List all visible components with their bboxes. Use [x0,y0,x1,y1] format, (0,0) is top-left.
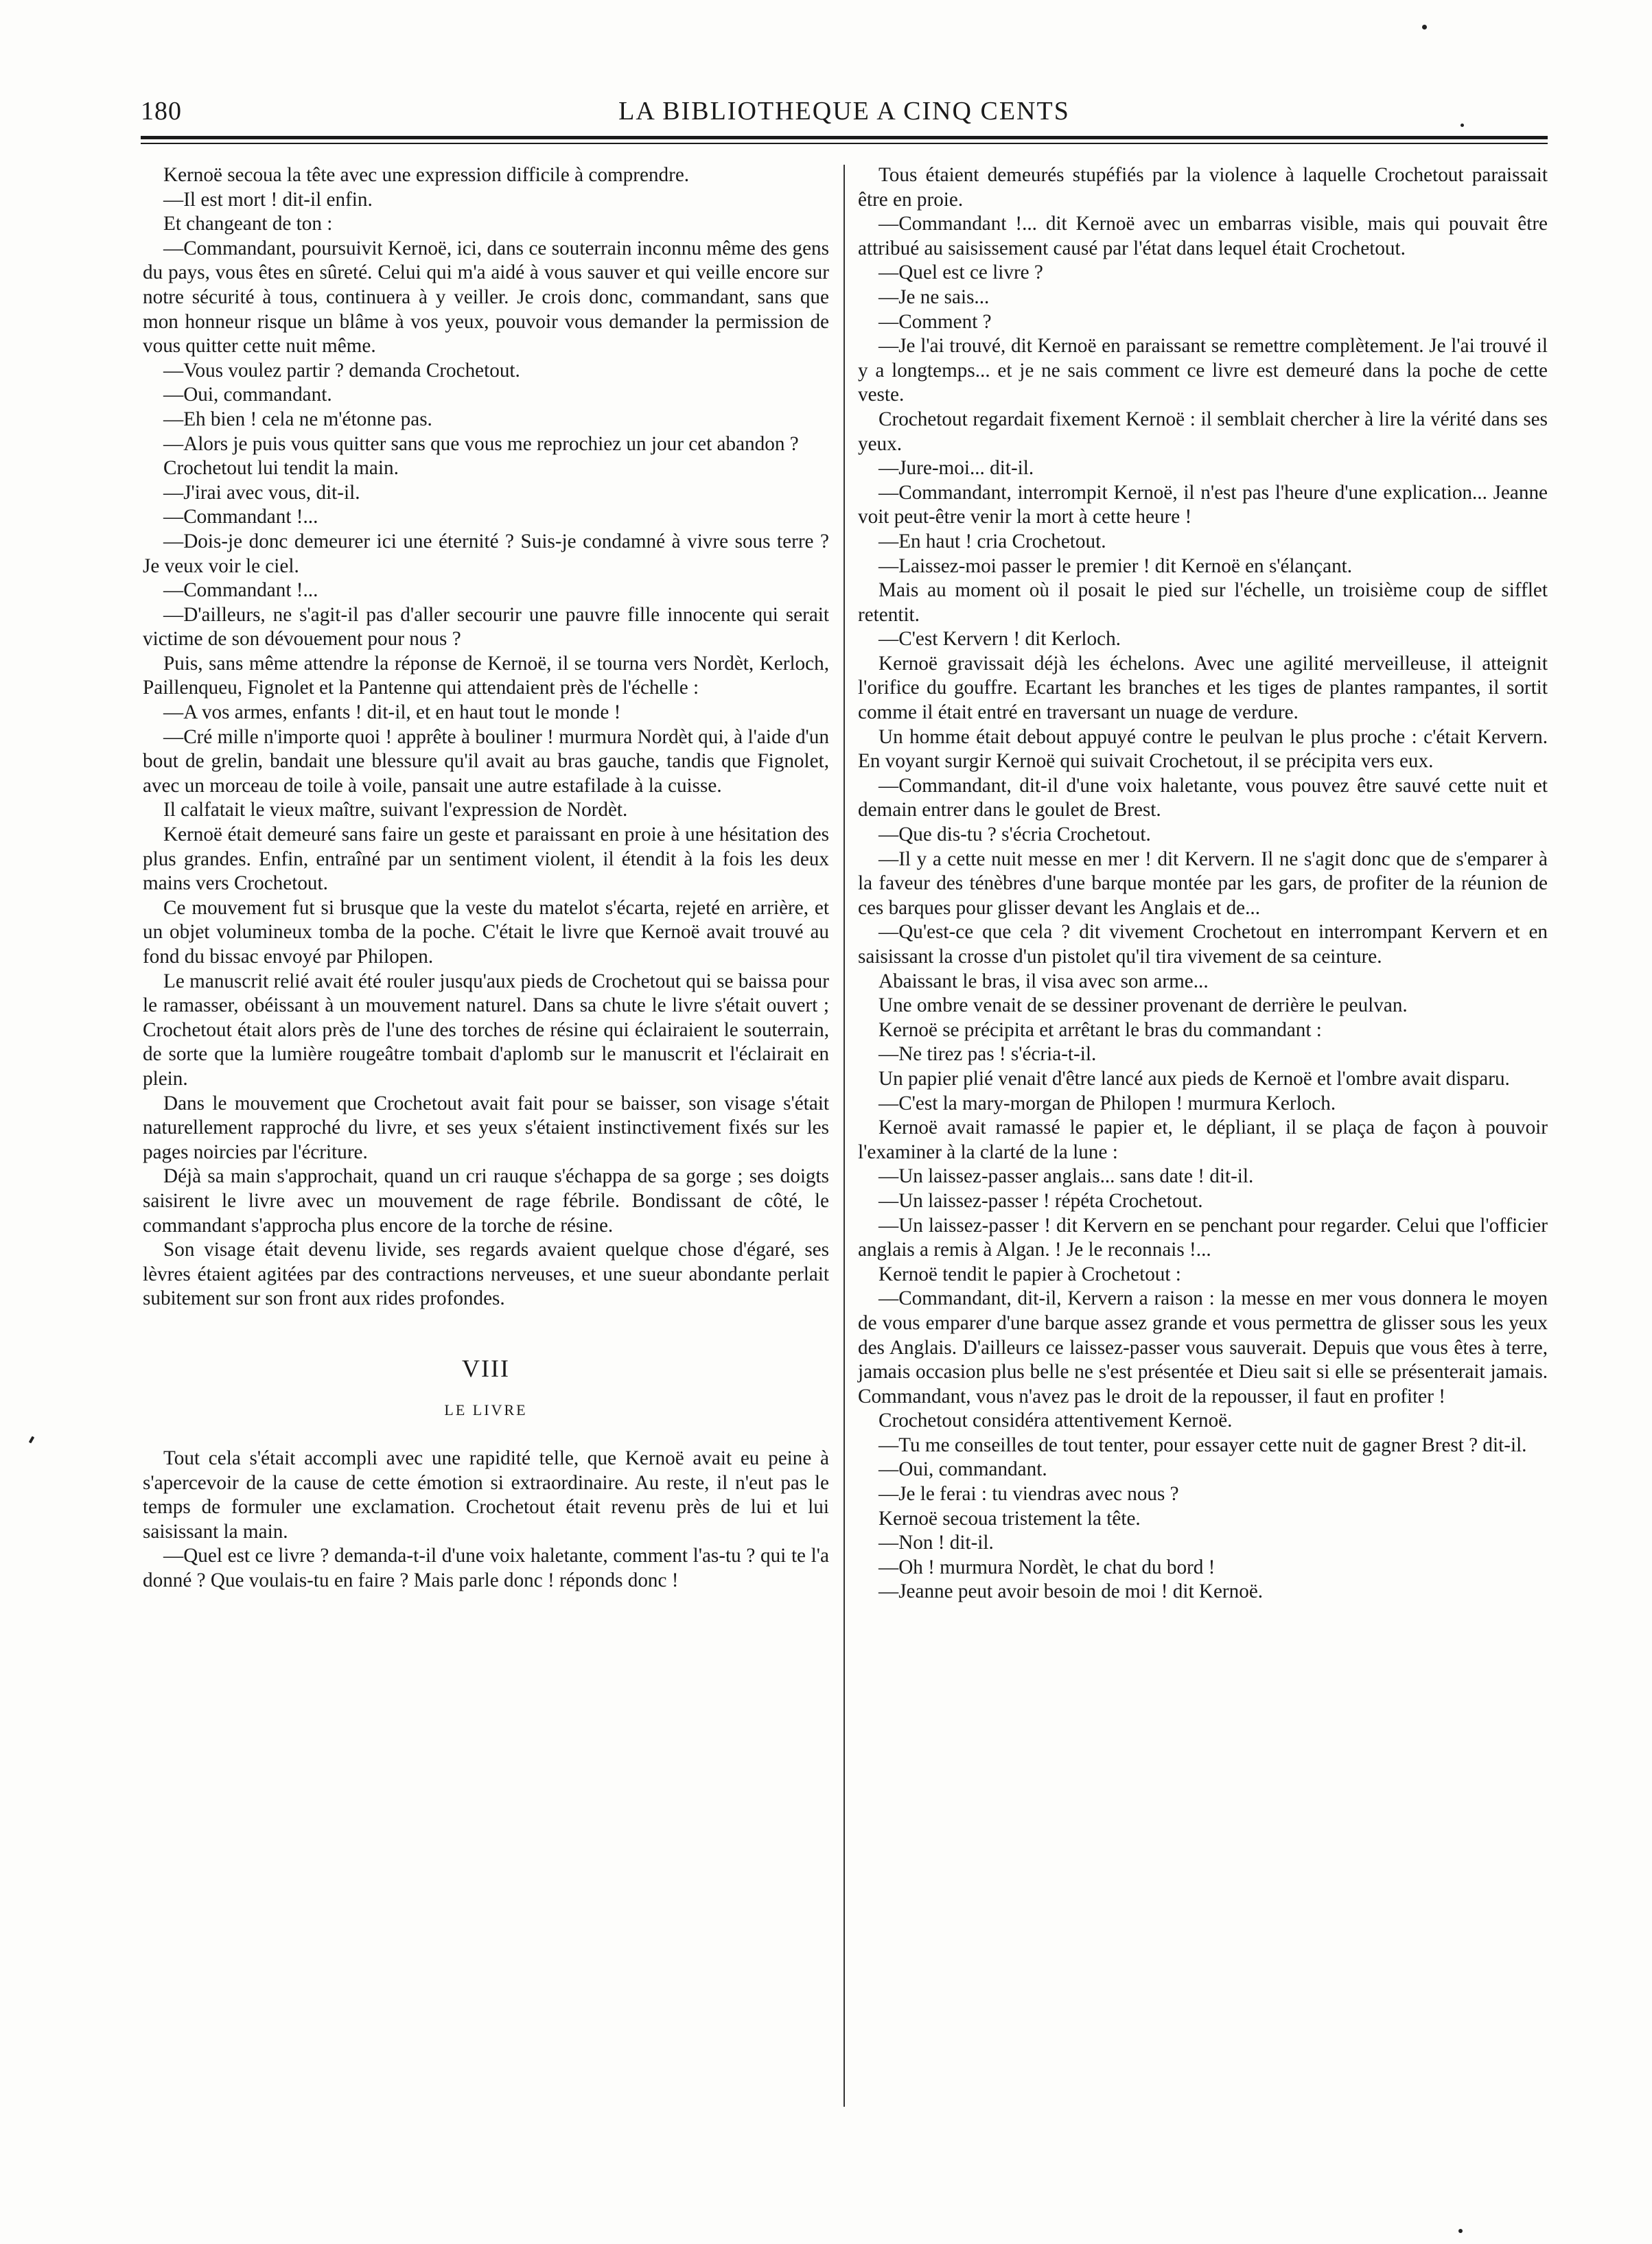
paragraph: —Commandant !... [163,579,318,602]
paragraph: Kernoë avait ramassé le papier et, le dépliant, il se plaça de façon à pouvoir l'examiner à la clarté de la lune : [858,1117,1548,1163]
paragraph: Kernoë se précipita et arrêtant le bras du commandant : [879,1018,1322,1041]
print-mark [29,1436,34,1444]
paragraph: —C'est la mary-morgan de Philopen ! murmura Kerloch. [879,1092,1336,1114]
paragraph: Kernoë secoua la tête avec une expression difficile à comprendre. [163,164,690,186]
left-column [143,163,829,1593]
paragraph: —En haut ! cria Crochetout. [879,530,1106,552]
paragraph: —Un laissez-passer anglais... sans date ! dit-il. [879,1165,1254,1188]
paragraph: —C'est Kervern ! dit Kerloch. [879,628,1121,651]
paragraph: Kernoë tendit le papier à Crochetout : [879,1263,1181,1285]
paragraph: Le manuscrit relié avait été rouler jusqu'aux pieds de Crochetout qui se baissa pour le ramasser, obéissant à un mouvement naturel. Dans sa chute le livre s'était ouvert ; Crochetout était alors près de l'une des torches de résine qui éclairaient le souterrain, de sorte que la lumière rougeâtre tombait d'aplomb sur le manuscrit et l'éclairait en plein. [143,970,829,1090]
paragraph: Mais au moment où il posait le pied sur l'échelle, un troisième coup de sifflet retentit. [858,579,1548,626]
paragraph: Abaissant le bras, il visa avec son arme... [879,970,1209,992]
paragraph: —A vos armes, enfants ! dit-il, et en haut tout le monde ! [163,701,621,724]
page-number: 180 [141,97,182,126]
paragraph: Kernoë secoua tristement la tête. [879,1507,1141,1530]
paragraph: Ce mouvement fut si brusque que la veste du matelot s'écarta, rejeté en arrière, et un objet volumineux tomba de la poche. C'était le livre que Kernoë avait trouvé au fond du bissac envoyé par Philopen. [143,896,829,968]
paragraph: —Commandant !... [163,506,318,528]
chapter-title: LE LIVRE [444,1401,528,1418]
header-rule-thick [141,136,1548,139]
paragraph: —Tu me conseilles de tout tenter, pour essayer cette nuit de gagner Brest ? dit-il. [879,1434,1527,1456]
paragraph: —Jeanne peut avoir besoin de moi ! dit Kernoë. [879,1580,1264,1603]
paragraph: Un homme était debout appuyé contre le peulvan le plus proche : c'était Kervern. En voyant surgir Kernoë qui suivait Crochetout, il se précipita vers eux. [858,725,1548,773]
paragraph: Crochetout regardait fixement Kernoë : il semblait chercher à lire la vérité dans ses yeux. [858,408,1548,455]
paragraph: —Commandant, poursuivit Kernoë, ici, dans ce souterrain inconnu même des gens du pays, vous êtes en sûreté. Celui qui m'a aidé à vous sauver et qui veille encore sur notre sécurité à tous, continuera à y veiller. Je crois donc, commandant, sans que mon honneur risque un blâme à vos yeux, pouvoir vous demander la permission de vous quitter cette nuit même. [143,237,829,358]
paragraph: —Commandant, interrompit Kernoë, il n'est pas l'heure d'une explication... Jeanne voit peut-être venir la mort à cette heure ! [858,481,1548,528]
paragraph: —Un laissez-passer ! répéta Crochetout. [879,1189,1203,1212]
paragraph: Et changeant de ton : [163,213,333,235]
paragraph: —Commandant, dit-il d'une voix haletante, vous pouvez être sauvé cette nuit et demain entrer dans le goulet de Brest. [858,774,1548,821]
paragraph: —Eh bien ! cela ne m'étonne pas. [163,408,432,430]
paragraph: Déjà sa main s'approchait, quand un cri rauque s'échappa de sa gorge ; ses doigts saisirent le livre avec un mouvement de rage fébrile. Bondissant de côté, le commandant s'approcha plus encore de la torche de résine. [143,1165,829,1237]
paragraph: Dans le mouvement que Crochetout avait fait pour se baisser, son visage s'était naturellement rapproché du livre, et ses yeux s'étaient instinctivement fixés sur les pages noircies par l'écriture. [143,1092,829,1163]
paragraph: —Non ! dit-il. [879,1532,994,1554]
paragraph: —Cré mille n'importe quoi ! apprête à bouliner ! murmura Nordèt qui, à l'aide d'un bout de grelin, bandait une blessure qu'il avait au bras gauche, tandis que Fignolet, avec un morceau de toile à voile, pansait une autre estafilade à la cuisse. [143,725,829,797]
paragraph: —J'irai avec vous, dit-il. [163,481,360,504]
paragraph: —Laissez-moi passer le premier ! dit Kernoë en s'élançant. [879,554,1353,577]
left-column-text-before-chapter [143,163,829,1311]
paragraph: —Oh ! murmura Nordèt, le chat du bord ! [879,1556,1215,1578]
paragraph: —Dois-je donc demeurer ici une éternité ? Suis-je condamné à vivre sous terre ? Je veux voir le ciel. [143,530,829,577]
paragraph: —Oui, commandant. [879,1458,1047,1481]
paragraph: —Vous voulez partir ? demanda Crochetout. [163,359,520,382]
paragraph: —Je le ferai : tu viendras avec nous ? [879,1483,1179,1506]
paragraph: —Alors je puis vous quitter sans que vous me reprochiez un jour cet abandon ? [163,432,799,455]
paragraph: Crochetout considéra attentivement Kernoë. [879,1410,1233,1432]
paragraph: Il calfatait le vieux maître, suivant l'expression de Nordèt. [163,799,628,821]
paragraph: Kernoë était demeuré sans faire un geste et paraissant en proie à une hésitation des plus grandes. Enfin, entraîné par un sentiment violent, il étendit à la fois les deux mains vers Crochetout. [143,823,829,895]
paragraph: —Commandant, dit-il, Kervern a raison : la messe en mer vous donnera le moyen de vous emparer d'une barque assez grande et vous permettra de glisser sous les yeux des Anglais. D'ailleurs ce laissez-passer vous sauverait. Depuis que vous êtes à terre, jamais occasion plus belle ne s'est présentée et Dieu sait si elle se présenterait jamais. Commandant, vous n'avez pas le droit de la repousser, il faut en profiter ! [858,1287,1548,1407]
paragraph: —Qu'est-ce que cela ? dit vivement Crochetout en interrompant Kervern et en saisissant la crosse d'un pistolet qu'il tira vivement de sa ceinture. [858,921,1548,968]
paragraph: —Un laissez-passer ! dit Kervern en se penchant pour regarder. Celui que l'officier anglais a remis à Algan. ! Je le reconnais !... [858,1214,1548,1261]
page-header [141,96,1548,137]
paragraph: Tous étaient demeurés stupéfiés par la violence à laquelle Crochetout paraissait être en proie. [858,164,1548,211]
paragraph: Puis, sans même attendre la réponse de Kernoë, il se tourna vers Nordèt, Kerloch, Paillenqueu, Fignolet et la Pantenne qui attendaient près de l'échelle : [143,652,829,699]
column-divider [844,165,845,2107]
print-speck [1461,124,1464,127]
left-column-text-after-chapter [143,1447,829,1593]
paragraph: —Je l'ai trouvé, dit Kernoë en paraissant se remettre complètement. Je l'ai trouvé il y a longtemps... et je ne sais comment ce livre est demeuré dans la poche de cette veste. [858,335,1548,406]
running-title: LA BIBLIOTHEQUE A CINQ CENTS [618,97,1070,126]
paragraph: —Que dis-tu ? s'écria Crochetout. [879,823,1151,846]
paragraph: Un papier plié venait d'être lancé aux pieds de Kernoë et l'ombre avait disparu. [879,1067,1510,1090]
paragraph: —Oui, commandant. [163,384,332,406]
paragraph: Kernoë gravissait déjà les échelons. Avec une agilité merveilleuse, il atteignit l'orifice du gouffre. Ecartant les branches et les tiges de plantes rampantes, il sortit comme il était entré en traversant un nuage de verdure. [858,652,1548,724]
chapter-number: VIII [462,1354,510,1382]
print-speck [1458,2229,1463,2233]
paragraph: Une ombre venait de se dessiner provenant de derrière le peulvan. [879,994,1408,1017]
paragraph: —Quel est ce livre ? [879,261,1043,284]
paragraph: —D'ailleurs, ne s'agit-il pas d'aller secourir une pauvre fille innocente qui serait victime de son dévouement pour nous ? [143,603,829,651]
print-speck [1422,25,1427,30]
paragraph: Son visage était devenu livide, ses regards avaient quelque chose d'égaré, ses lèvres étaient agitées par des contractions nerveuses, et une sueur abondante perlait subitement sur son front aux rides profondes. [143,1239,829,1310]
paragraph: —Il est mort ! dit-il enfin. [163,188,373,211]
paragraph: —Quel est ce livre ? demanda-t-il d'une voix haletante, comment l'as-tu ? qui te l'a donné ? Que voulais-tu en faire ? Mais parle donc ! réponds donc ! [143,1545,829,1592]
paragraph: Crochetout lui tendit la main. [163,457,399,480]
paragraph: —Jure-moi... dit-il. [879,457,1034,480]
paragraph: —Comment ? [879,310,992,333]
header-rule-thin [141,143,1548,144]
right-column [858,163,1548,1604]
paragraph: —Il y a cette nuit messe en mer ! dit Kervern. Il ne s'agit donc que de s'emparer à la faveur des ténèbres d'une barque montée par les gars, de profiter de la réunion de ces barques pour glisser devant les Anglais et de... [858,848,1548,919]
paragraph: Tout cela s'était accompli avec une rapidité telle, que Kernoë avait eu peine à s'apercevoir de la cause de cette émotion si extraordinaire. Au reste, il n'eut pas le temps de formuler une exclamation. Crochetout était revenu près de lui et lui saisissant la main. [143,1447,829,1543]
paragraph: —Ne tirez pas ! s'écria-t-il. [879,1043,1097,1066]
paragraph: —Je ne sais... [879,285,990,308]
paragraph: —Commandant !... dit Kernoë avec un embarras visible, mais qui pouvait être attribué au saisissement causé par l'état dans lequel était Crochetout. [858,213,1548,259]
